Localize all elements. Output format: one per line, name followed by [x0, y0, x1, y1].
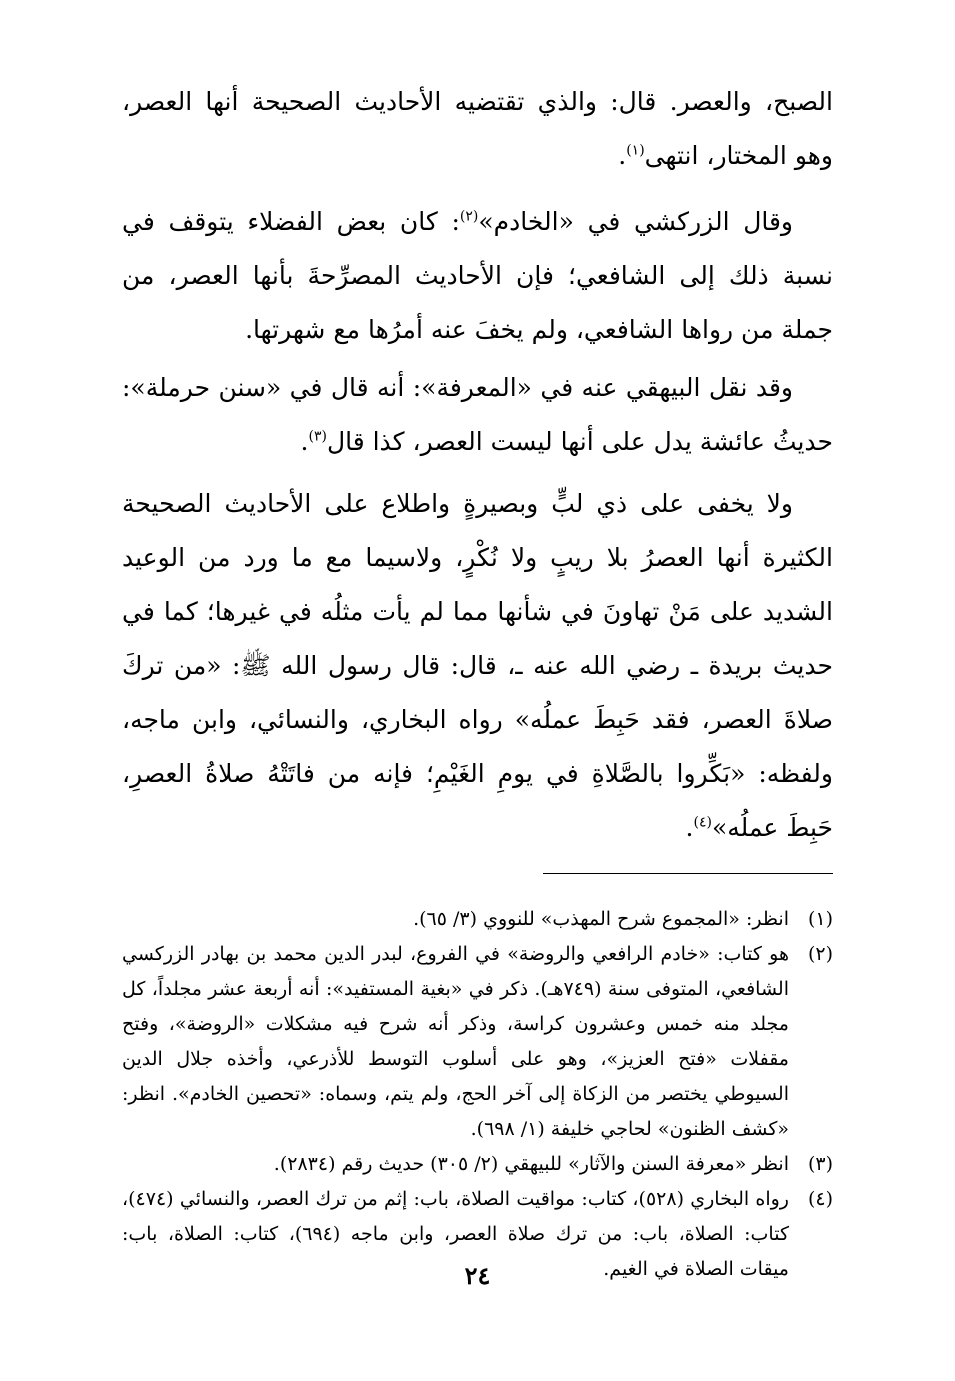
paragraph-2-post: : كان بعض الفضلاء يتوقف في نسبة ذلك إلى الشافعي؛ فإن الأحاديث المصرِّحةَ بأنها العصر، من جملة من رواها الشافعي، ولم يخفَ عنه أمرُها مع شهرتها. — [122, 207, 833, 344]
footnote-text: هو كتاب: «خادم الرافعي والروضة» في الفروع، لبدر الدين محمد بن بهادر الزركسي الشافعي، المتوفى سنة (٧٤٩هـ). ذكر في «بغية المستفيد»: أنه أربعة عشر مجلداً، كل مجلد منه خمس وعشرون كراسة، وذكر أنه شرح فيه مشكلات «الروضة»، وفتح مقفلات «فتح العزيز»، وهو على أسلوب التوسط للأذرعي، وأخذه جلال الدين السيوطي يختصر من الزكاة إلى آخر الحج، ولم يتم، وسماه: «تحصين الخادم». انظر: «كشف الظنون» لحاجي خليفة (١/ ٦٩٨). — [122, 943, 789, 1140]
paragraph-1-end: . — [618, 141, 627, 170]
footnote-number: (٣) — [807, 1153, 833, 1175]
paragraph-1 — [122, 75, 833, 183]
paragraph-4-post: . — [685, 813, 694, 842]
footnote-text: رواه البخاري (٥٢٨)، كتاب: مواقيت الصلاة، باب: إثم من ترك العصر، والنسائي (٤٧٤)، كتاب: الصلاة، باب: من ترك صلاة العصر، وابن ماجه (٦٩٤)، كتاب: الصلاة، باب: ميقات الصلاة في الغيم. — [122, 1188, 789, 1280]
paragraph-4-pre: ولا يخفى على ذي لبٍّ وبصيرةٍ واطلاع على الأحاديث الصحيحة الكثيرة أنها العصرُ بلا ريبٍ ولا نُكْرٍ، ولاسيما مع ما ورد من الوعيد الشديد على مَنْ تهاونَ في شأنها مما لم يأت مثلُه في غيرها؛ كما في حديث بريدة ـ رضي الله عنه ـ، قال: قال رسول الله ﷺ: «من تركَ صلاةَ العصر، فقد حَبِطَ عملُه» رواه البخاري، والنسائي، وابن ماجه، ولفظه: «بَكِّروا بالصَّلاةِ في يومِ الغَيْمِ؛ فإنه من فاتَتْهُ صلاةُ العصرِ، حَبِطَ عملُه» — [122, 489, 833, 842]
page-content — [122, 75, 833, 1287]
footnote-separator — [543, 873, 833, 874]
footnote-text: انظر: «المجموع شرح المهذب» للنووي (٣/ ٦٥). — [413, 908, 789, 930]
footnote-item — [122, 902, 833, 937]
footnote-number: (٢) — [807, 943, 833, 965]
footnote-ref-4[interactable]: (٤) — [693, 814, 712, 831]
footnote-ref-1[interactable]: (١) — [626, 142, 645, 159]
paragraph-1-text: الصبح، والعصر. قال: والذي تقتضيه الأحاديث الصحيحة أنها العصر، وهو المختار، انتهى — [122, 87, 833, 170]
footnote-text: انظر «معرفة السنن والآثار» للبيهقي (٢/ ٣٠٥) حديث رقم (٢٨٣٤). — [273, 1153, 789, 1175]
paragraph-2 — [122, 195, 833, 357]
footnote-number: (٤) — [807, 1188, 833, 1210]
footnote-ref-3[interactable]: (٣) — [308, 428, 327, 445]
paragraph-3-pre: وقد نقل البيهقي عنه في «المعرفة»: أنه قال في «سنن حرملة»: حديثُ عائشة يدل على أنها ليست العصر، كذا قال — [122, 373, 833, 456]
paragraph-3 — [122, 361, 833, 469]
footnote-item — [122, 1147, 833, 1182]
paragraph-2-pre: وقال الزركشي في «الخادم» — [478, 207, 793, 236]
footnote-item — [122, 937, 833, 1147]
page-number: ٢٤ — [464, 1261, 491, 1290]
footnote-ref-2[interactable]: (٢) — [459, 208, 479, 225]
paragraph-3-post: . — [300, 427, 309, 456]
paragraph-4 — [122, 477, 833, 855]
footnote-number: (١) — [807, 908, 833, 930]
footnotes-list — [122, 902, 833, 1287]
